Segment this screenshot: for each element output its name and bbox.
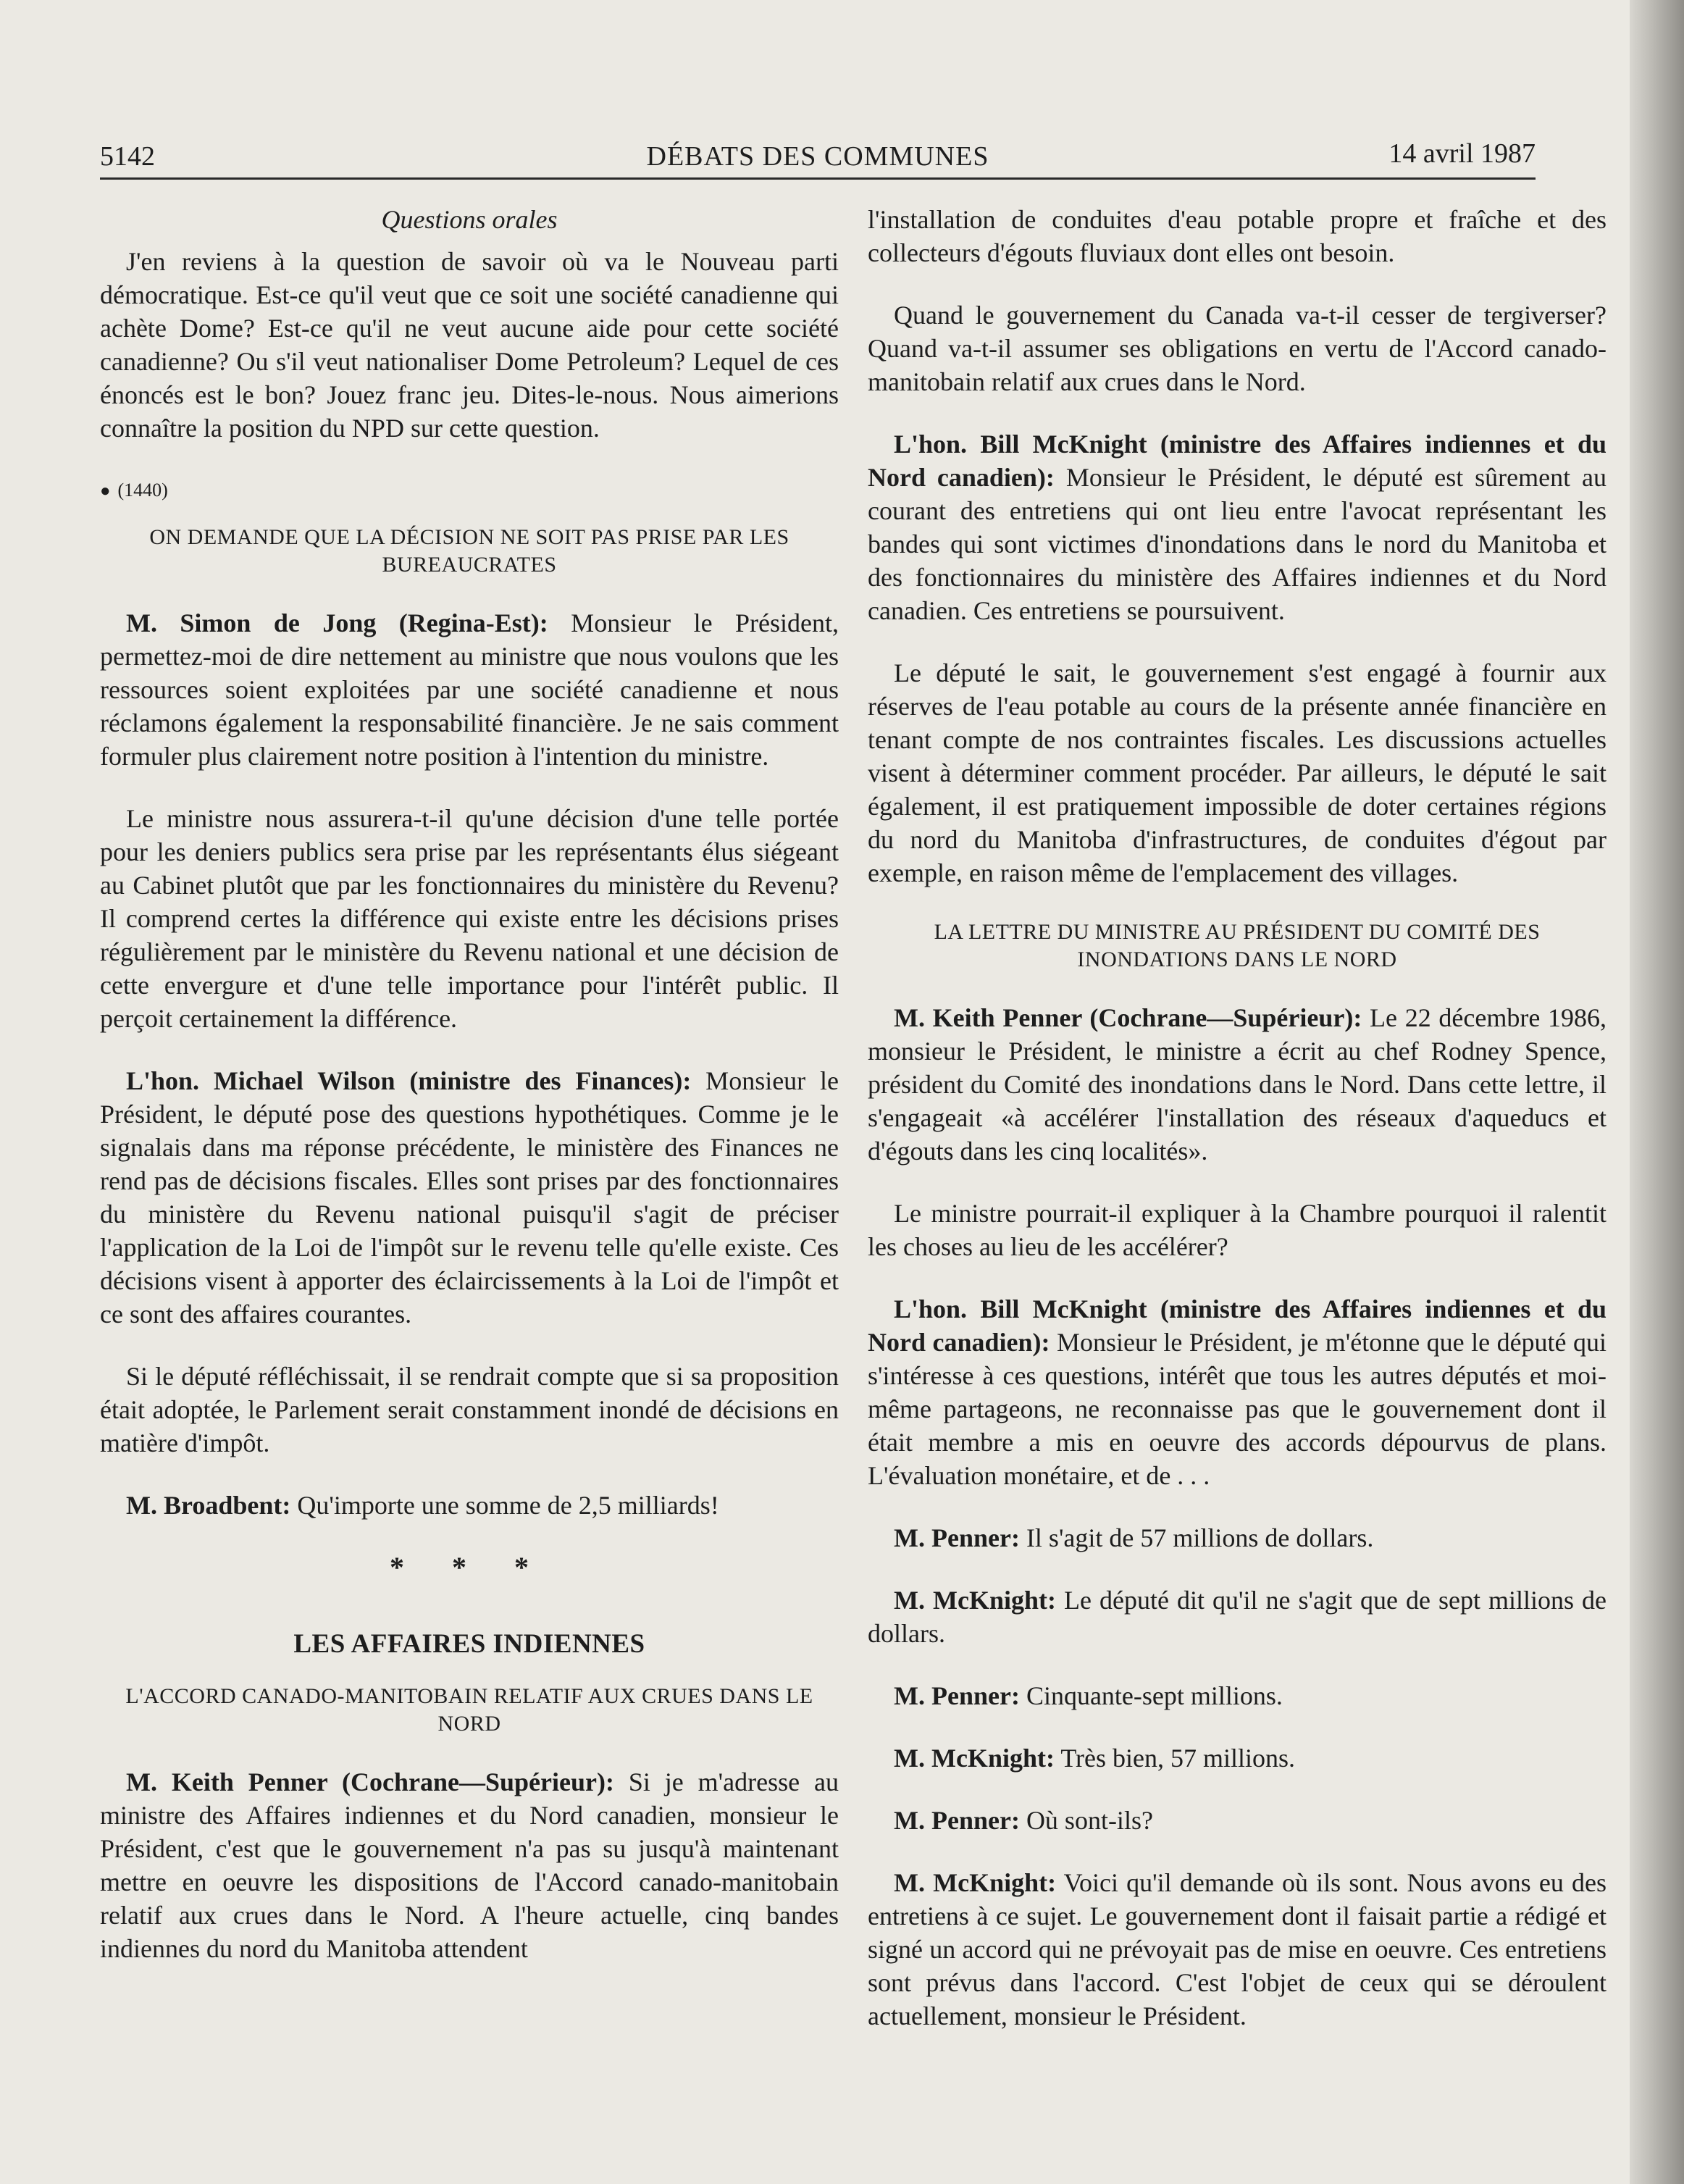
speaker-name: M. Penner: <box>894 1681 1020 1710</box>
speech-text: Monsieur le Président, permettez-moi de dire nettement au ministre que nous voulons que les ressources soient exploitées par une société canadienne et nous réclamons également la responsabilité financière. Je ne sais comment formuler plus clairement notre position à l'intention du ministre. <box>100 608 839 771</box>
speech-text: Qu'importe une somme de 2,5 milliards! <box>290 1491 719 1520</box>
time-mark <box>100 474 839 508</box>
speech <box>868 1521 1606 1555</box>
speaker-name: M. Broadbent: <box>126 1491 291 1520</box>
paragraph: Quand le gouvernement du Canada va-t-il cesser de tergiverser? Quand va-t-il assumer ses obligations en vertu de l'Accord canado-manitobain relatif aux crues dans le Nord. <box>868 301 1606 396</box>
page-binding-edge <box>1630 0 1684 2184</box>
subheading: ON DEMANDE QUE LA DÉCISION NE SOIT PAS PRISE PAR LES BUREAUCRATES <box>149 525 789 577</box>
speaker-name: M. Penner: <box>894 1806 1020 1835</box>
speech-text: Monsieur le Président, je m'étonne que le député qui s'intéresse à ces questions, intérêt que tous les autres députés et moi-même partageons, ne reconnaisse pas que le gouvernement dont il était membre a mis en oeuvre des accords dépourvus de plans. L'évaluation monétaire, et de . . . <box>868 1328 1606 1490</box>
speaker-name: M. Keith Penner (Cochrane—Supérieur): <box>126 1767 614 1796</box>
speech-text: Très bien, 57 millions. <box>1054 1744 1296 1773</box>
speaker-name: M. Penner: <box>894 1523 1020 1552</box>
paragraph: Le député le sait, le gouvernement s'est engagé à fournir aux réserves de l'eau potable au cours de la présente année financière en tenant compte de nos contraintes fiscales. Les discussions actuelles visent à déterminer comment procéder. Par ailleurs, le député le sait également, il est pratiquement impossible de doter certaines régions du nord du Manitoba d'infrastructures, de conduites d'égout par exemple, en raison même de l'emplacement des villages. <box>868 658 1606 887</box>
speech-text: Voici qu'il demande où ils sont. Nous avons eu des entretiens à ce sujet. Le gouvernement dont il faisait partie a rédigé et signé un accord qui ne prévoyait pas de mise en oeuvre. Ces entretiens sont prévus dans l'accord. C'est l'objet de ceux qui se déroulent actuellement, monsieur le Président. <box>868 1868 1606 2030</box>
speech <box>100 1765 839 1965</box>
speech <box>868 1583 1606 1650</box>
paragraph: Si le député réfléchissait, il se rendrait compte que si sa proposition était adoptée, le Parlement serait constamment inondé de décisions en matière d'impôt. <box>100 1362 839 1457</box>
subheading: L'ACCORD CANADO-MANITOBAIN RELATIF AUX CRUES DANS LE NORD <box>125 1684 813 1736</box>
speech <box>868 1804 1606 1837</box>
section-title: LES AFFAIRES INDIENNES <box>293 1629 645 1659</box>
left-column <box>100 203 839 1994</box>
page-date: 14 avril 1987 <box>1388 138 1536 169</box>
speech <box>100 1064 839 1331</box>
speech <box>868 1866 1606 2033</box>
speech-text: Monsieur le Président, le député pose des questions hypothétiques. Comme je le signalais dans ma réponse précédente, le ministère des Finances ne rend pas de décisions fiscales. Elles sont prises par des fonctionnaires du ministère du Revenu national puisqu'il s'agit de préciser l'application de la Loi de l'impôt sur le revenu telle qu'elle existe. Ces décisions visent à apporter des éclaircissements à la Loi de l'impôt et ce sont des affaires courantes. <box>100 1066 839 1329</box>
speech-text: Si je m'adresse au ministre des Affaires indiennes et du Nord canadien, monsieur le Président, c'est que le gouvernement n'a pas su jusqu'à maintenant mettre en oeuvre les dispositions de l'Accord canado-manitobain relatif aux crues dans le Nord. A l'heure actuelle, cinq bandes indiennes du nord du Manitoba attendent <box>100 1767 839 1963</box>
speech <box>100 1489 839 1522</box>
speech-text: Où sont-ils? <box>1019 1806 1153 1835</box>
speaker-name: L'hon. Bill McKnight (ministre des Affaires indiennes et du Nord canadien): <box>868 430 1606 492</box>
speech-text: Le député dit qu'il ne s'agit que de sept millions de dollars. <box>868 1586 1606 1648</box>
speech <box>868 1741 1606 1775</box>
right-column <box>868 203 1606 2062</box>
speaker-name: M. Keith Penner (Cochrane—Supérieur): <box>894 1003 1362 1032</box>
speech <box>868 427 1606 627</box>
speech-text: Cinquante-sept millions. <box>1019 1681 1283 1710</box>
section-separator: * * * <box>390 1551 549 1583</box>
page-number: 5142 <box>100 141 155 172</box>
speech-text: Monsieur le Président, le député est sûrement au courant des entretiens qui ont lieu entre l'avocat représentant les bandes qui sont victimes d'inondations dans le nord du Manitoba et des fonctionnaires du ministère des Affaires indiennes et du Nord canadien. Ces entretiens se poursuivent. <box>868 463 1606 625</box>
speech <box>868 1292 1606 1492</box>
speaker-name: L'hon. Bill McKnight (ministre des Affaires indiennes et du Nord canadien): <box>868 1294 1606 1357</box>
publication-title: DÉBATS DES COMMUNES <box>646 141 989 172</box>
speaker-name: M. Simon de Jong (Regina-Est): <box>126 608 548 637</box>
paragraph: J'en reviens à la question de savoir où va le Nouveau parti démocratique. Est-ce qu'il veut que ce soit une société canadienne qui achète Dome? Est-ce qu'il ne veut aucune aide pour cette société canadienne? Ou s'il veut nationaliser Dome Petroleum? Lequel de ces énoncés est le bon? Jouez franc jeu. Dites-le-nous. Nous aimerions connaître la position du NPD sur cette question. <box>100 247 839 443</box>
speech-text: Le 22 décembre 1986, monsieur le Président, le ministre a écrit au chef Rodney Spence, président du Comité des inondations dans le Nord. Dans cette lettre, il s'engageait «à accélérer l'installation des réseaux d'aqueducs et d'égouts dans les cinq localités». <box>868 1003 1607 1166</box>
speech <box>868 1679 1606 1712</box>
time-text: (1440) <box>117 480 168 501</box>
speaker-name: M. McKnight: <box>894 1586 1056 1615</box>
page-header <box>100 138 1536 180</box>
speaker-name: L'hon. Michael Wilson (ministre des Finances): <box>126 1066 692 1095</box>
paragraph: Le ministre nous assurera-t-il qu'une décision d'une telle portée pour les deniers publics sera prise par les représentants élus siégeant au Cabinet plutôt que par les fonctionnaires du ministère du Revenu? Il comprend certes la différence qui existe entre les décisions prises régulièrement par le ministère du Revenu national et une décision de cette envergure et d'une telle importance pour l'intérêt public. Il perçoit certainement la différence. <box>100 804 839 1033</box>
speech <box>100 606 839 773</box>
paragraph: l'installation de conduites d'eau potable propre et fraîche et des collecteurs d'égouts fluviaux dont elles ont besoin. <box>868 205 1606 267</box>
paragraph: Le ministre pourrait-il expliquer à la Chambre pourquoi il ralentit les choses au lieu de les accélérer? <box>868 1199 1606 1261</box>
speaker-name: M. McKnight: <box>894 1868 1057 1897</box>
bullet-icon: ● <box>100 482 111 501</box>
running-head: Questions orales <box>381 205 558 234</box>
subheading: LA LETTRE DU MINISTRE AU PRÉSIDENT DU COMITÉ DES INONDATIONS DANS LE NORD <box>934 920 1541 971</box>
speech <box>868 1001 1606 1168</box>
speech-text: Il s'agit de 57 millions de dollars. <box>1019 1523 1374 1552</box>
speaker-name: M. McKnight: <box>894 1744 1055 1773</box>
